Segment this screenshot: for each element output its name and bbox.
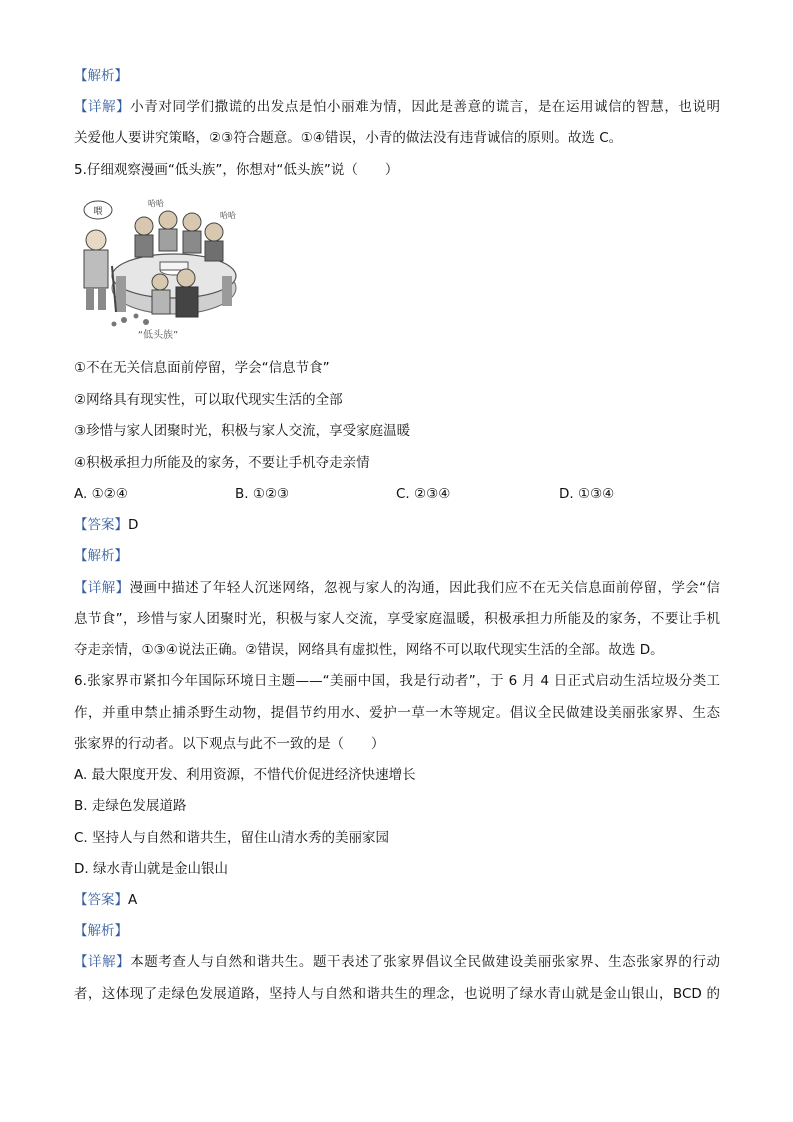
q6-option-d: D. 绿水青山就是金山银山 xyxy=(74,861,228,877)
q4-detail-tag: 【详解】 xyxy=(74,99,131,115)
bubble-left-text: 喂 xyxy=(93,207,103,217)
q5-detail-text-1: 漫画中描述了年轻人沉迷网络，忽视与家人的沟通，因此我们应不在无关信息面前停留，学会“信 xyxy=(129,580,721,596)
q5-detail-line xyxy=(74,578,720,598)
q4-detail-text-2: 关爱他人要讲究策略，②③符合题意。①④错误，小青的做法没有违背诚信的原则。故选 C。 xyxy=(74,130,623,146)
q6-detail-tag: 【详解】 xyxy=(74,954,131,970)
q6-detail-text-2: 者，这体现了走绿色发展道路，坚持人与自然和谐共生的理念，也说明了绿水青山就是金山银山，BCD 的 xyxy=(74,986,720,1002)
q5-answer xyxy=(74,515,138,535)
q5-item-4: ④积极承担力所能及的家务，不要让手机夺走亲情 xyxy=(74,455,370,471)
q4-analysis-tag: 【解析】 xyxy=(74,68,128,84)
q6-detail-text-1: 本题考查人与自然和谐共生。题干表述了张家界倡议全民做建设美丽张家界、生态张家界的行动 xyxy=(130,954,721,970)
q6-detail-line xyxy=(74,952,720,972)
q5-detail-tag: 【详解】 xyxy=(74,580,130,596)
q4-detail-line xyxy=(74,97,720,117)
q6-answer-value: A xyxy=(128,892,138,908)
q5-answer-value: D xyxy=(128,517,139,533)
q5-item-3: ③珍惜与家人团聚时光，积极与家人交流，享受家庭温暖 xyxy=(74,423,411,439)
q6-stem-3: 张家界的行动者。以下观点与此不一致的是（ ） xyxy=(74,736,385,752)
q5-option-d: D. ①③④ xyxy=(559,486,615,502)
q6-answer xyxy=(74,890,137,910)
q5-answer-tag: 【答案】 xyxy=(74,517,128,533)
q5-analysis-tag: 【解析】 xyxy=(74,548,128,564)
q5-item-1: ①不在无关信息面前停留，学会“信息节食” xyxy=(74,360,330,376)
q6-option-a: A. 最大限度开发、利用资源，不惜代价促进经济快速增长 xyxy=(74,767,416,783)
bubble-top-text: 哈哈 xyxy=(148,199,164,208)
q5-detail-text-3: 夺走亲情，①③④说法正确。②错误，网络具有虚拟性，网络不可以取代现实生活的全部。故选 D。 xyxy=(74,642,664,658)
q5-option-c: C. ②③④ xyxy=(396,486,451,502)
q6-option-c: C. 坚持人与自然和谐共生，留住山清水秀的美丽家园 xyxy=(74,830,390,846)
q5-stem: 5.仔细观察漫画“低头族”，你想对“低头族”说（ ） xyxy=(74,162,399,178)
low-head-cartoon xyxy=(74,196,242,344)
q5-item-2: ②网络具有现实性，可以取代现实生活的全部 xyxy=(74,392,343,408)
q5-detail-text-2: 息节食”，珍惜与家人团聚时光，积极与家人交流，享受家庭温暖，积极承担力所能及的家务，不要让手机 xyxy=(74,611,720,627)
cartoon-caption: “低头族” xyxy=(137,330,179,341)
q6-stem-1: 6.张家界市紧扣今年国际环境日主题——“美丽中国，我是行动者”，于 6 月 4 日正式启动生活垃圾分类工 xyxy=(74,673,720,689)
q6-option-b: B. 走绿色发展道路 xyxy=(74,798,187,814)
q6-stem-2: 作，并重申禁止捕杀野生动物，提倡节约用水、爱护一草一木等规定。倡议全民做建设美丽张家界、生态 xyxy=(74,705,720,721)
q6-answer-tag: 【答案】 xyxy=(74,892,128,908)
bubble-right-text: 哈哈 xyxy=(220,211,236,220)
q4-detail-text-1: 小青对同学们撒谎的出发点是怕小丽难为情，因此是善意的谎言，是在运用诚信的智慧，也说明 xyxy=(130,99,721,115)
q5-option-b: B. ①②③ xyxy=(235,486,290,502)
q5-option-a: A. ①②④ xyxy=(74,486,128,502)
q6-analysis-tag: 【解析】 xyxy=(74,923,128,939)
